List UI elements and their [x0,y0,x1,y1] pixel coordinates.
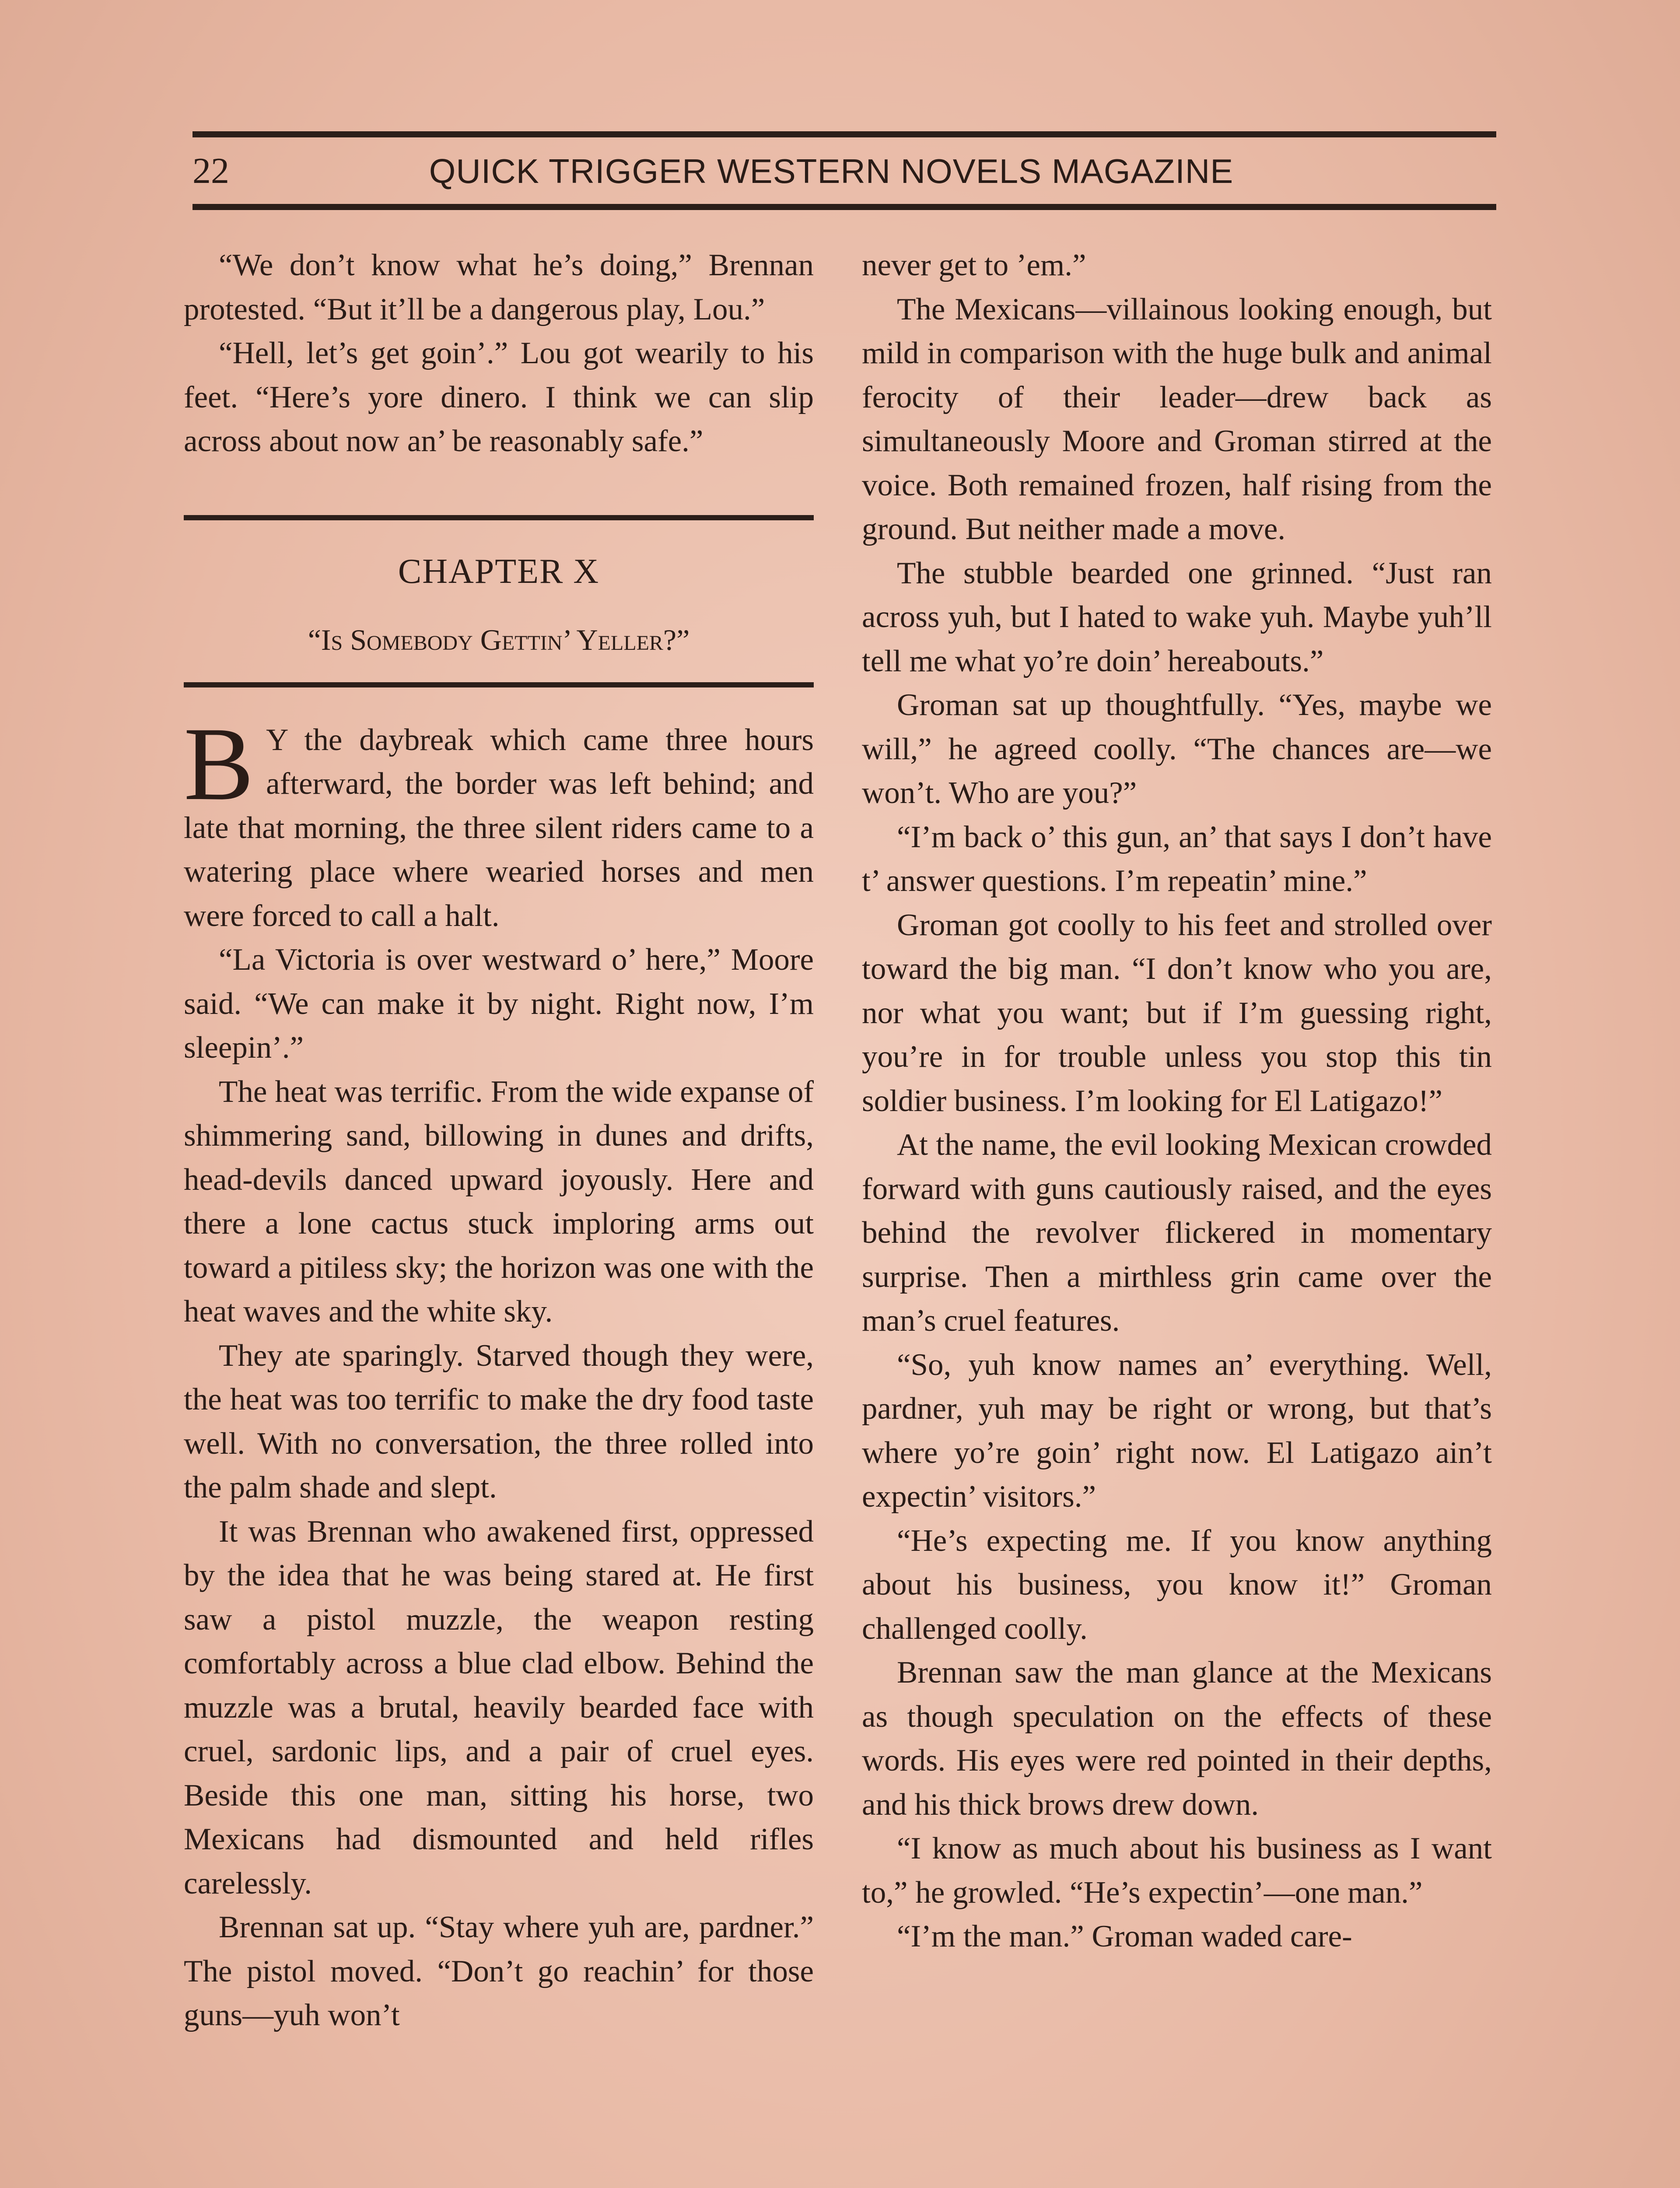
paragraph-continuation: never get to ’em.” [862,248,1086,282]
paragraph: “I know as much about his business as I want to,” he growled. “He’s expectin’—one man.” [862,1831,1492,1910]
paragraph: “So, yuh know names an’ everything. Well, pardner, yuh may be right or wrong, but that’s where yo’re goin’ right now. El Latigazo ain’t expectin’ visitors.” [862,1347,1492,1514]
paragraph: The heat was terrific. From the wide expanse of shimmering sand, billowing in dunes and drifts, head-devils danced upward joyously. Here and there a lone cactus stuck imploring arms out toward a pitiless sky; the horizon was one with the heat waves and the white sky. [184,1074,814,1329]
magazine-title: QUICK TRIGGER WESTERN NOVELS MAGAZINE [429,152,1234,190]
left-column [184,243,814,2037]
paragraph: “I’m the man.” Groman waded care- [897,1919,1352,1953]
paragraph: It was Brennan who awakened first, oppressed by the idea that he was being stared at. He first saw a pistol muzzle, the weapon resting comfortably across a blue clad elbow. Behind the muzzle was a brutal, heavily bearded face with cruel, sardonic lips, and a pair of cruel eyes. Beside this one man, sitting his horse, two Mexicans had dismounted and held rifles carelessly. [184,1514,814,1900]
drop-cap: B [184,705,254,822]
paragraph: Brennan sat up. “Stay where yuh are, pardner.” The pistol moved. “Don’t go reachin’ for those guns—yuh won’t [184,1910,814,2032]
paragraph: “We don’t know what he’s doing,” Brennan protested. “But it’ll be a dangerous play, Lou.” [184,248,814,326]
paragraph: At the name, the evil looking Mexican crowded forward with guns cautiously raised, and the eyes behind the revolver flickered in momentary surprise. Then a mirthless grin came over the man’s cruel features. [862,1128,1492,1338]
chapter-rule-bottom [184,682,814,687]
opening-paragraph-text: Y the daybreak which came three hours afterward, the border was left behind; and late that morning, the three silent riders came to a watering place where wearied horses and men were forced to call a halt. [184,722,814,933]
paragraph: They ate sparingly. Starved though they were, the heat was too terrific to make the dry food taste well. With no conversation, the three rolled into the palm shade and slept. [184,1338,814,1504]
right-column [862,243,1492,1959]
paragraph: Groman got coolly to his feet and strolled over toward the big man. “I don’t know who you are, nor what you want; but if I’m guessing right, you’re in for trouble unless you stop this tin soldier business. I’m looking for El Latigazo!” [862,908,1492,1118]
chapter-title: “Is Somebody Gettin’ Yeller?” [308,623,690,656]
header-bottom-rule [192,204,1496,210]
paragraph: “I’m back o’ this gun, an’ that says I don’t have t’ answer questions. I’m repeatin’ mine.” [862,820,1492,898]
paragraph: Brennan saw the man glance at the Mexicans as though speculation on the effects of these words. His eyes were red pointed in their depths, and his thick brows drew down. [862,1655,1492,1822]
chapter-number: CHAPTER X [398,552,600,591]
paragraph: “La Victoria is over westward o’ here,” Moore said. “We can make it by night. Right now, I’m sleepin’.” [184,943,814,1065]
paragraph: Groman sat up thoughtfully. “Yes, maybe we will,” he agreed coolly. “The chances are—we won’t. Who are you?” [862,688,1492,810]
chapter-rule-top [184,515,814,520]
opening-paragraph [184,705,814,938]
paragraph: “Hell, let’s get goin’.” Lou got wearily to his feet. “Here’s yore dinero. I think we can slip across about now an’ be reasonably safe.” [184,336,814,458]
paragraph: The Mexicans—villainous looking enough, but mild in comparison with the huge bulk and animal ferocity of their leader—drew back as simultaneously Moore and Groman stirred at the voice. Both remained frozen, half rising from the ground. But neither made a move. [862,292,1492,546]
header-top-rule [192,131,1496,137]
page-number: 22 [192,151,229,191]
paragraph: “He’s expecting me. If you know anything about his business, you know it!” Groman challenged coolly. [862,1523,1492,1646]
paragraph: The stubble bearded one grinned. “Just ran across yuh, but I hated to wake yuh. Maybe yuh’ll tell me what yo’re doin’ hereabouts.” [862,556,1492,678]
